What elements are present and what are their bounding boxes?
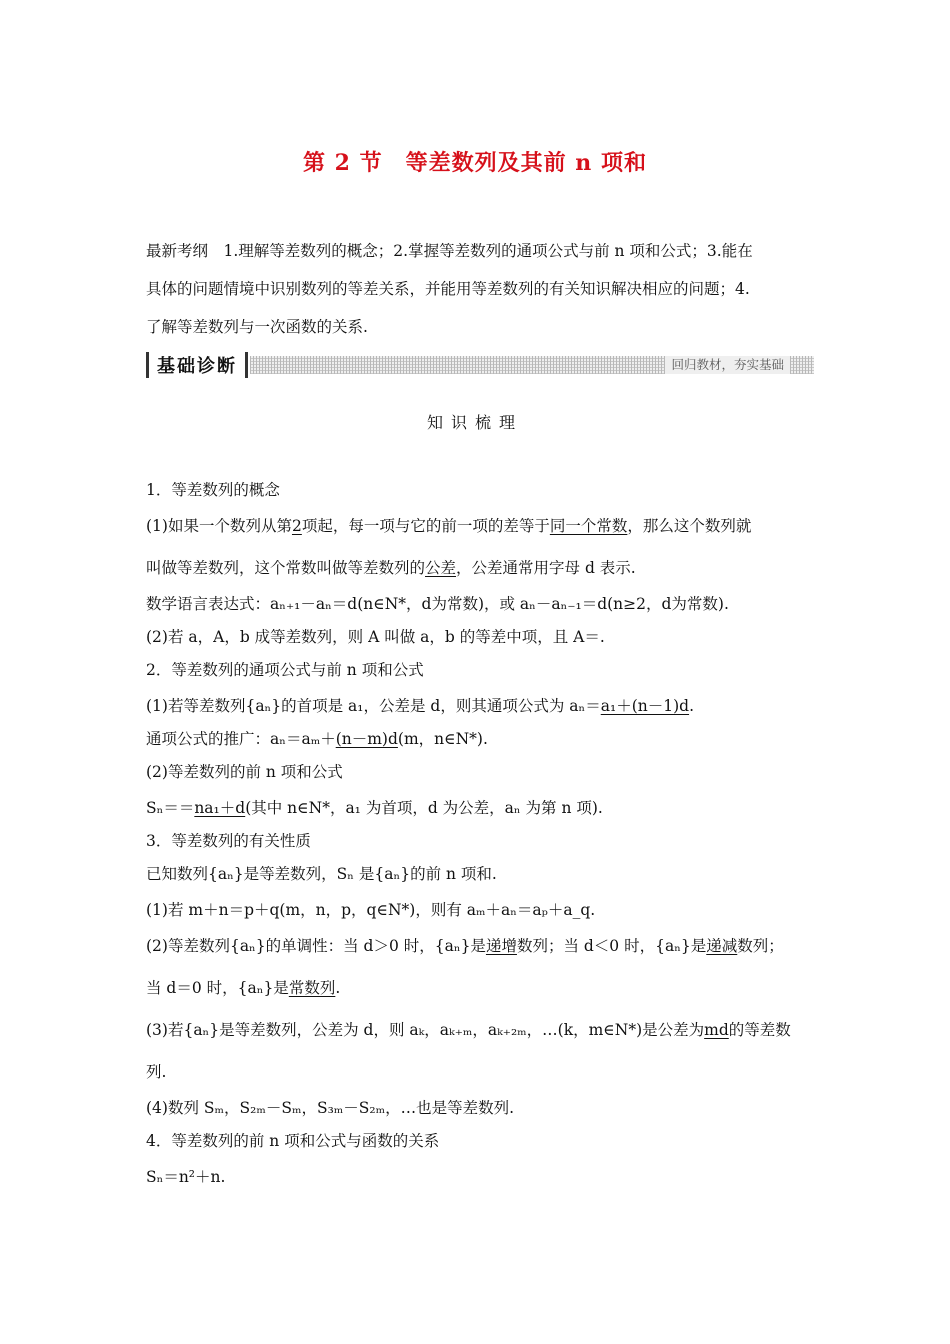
heading-4: 4．等差数列的前 n 项和公式与函数的关系	[146, 1132, 440, 1150]
answer-blank: na₁＋d	[194, 799, 246, 817]
paragraph-6	[146, 725, 814, 753]
text: .	[335, 979, 341, 997]
paragraph-16: Sₙ＝n²＋n.	[146, 1168, 226, 1186]
paragraph-15: (4)数列 Sₘ，S₂ₘ－Sₘ，S₃ₘ－S₂ₘ，…也是等差数列.	[146, 1099, 515, 1117]
paragraph-5	[146, 692, 814, 720]
text: (3)若{aₙ}是等差数列，公差为 d，则 aₖ，aₖ₊ₘ，aₖ₊₂ₘ，…(k，m∈N*)是公差为	[146, 1021, 705, 1039]
text: .	[689, 697, 694, 715]
text: (m，n∈N*).	[397, 730, 488, 748]
text: Sₙ＝＝	[146, 799, 195, 817]
text: (1)如果一个数列从第	[146, 517, 292, 535]
paragraph-8	[146, 794, 814, 822]
syllabus-block	[146, 232, 814, 346]
answer-blank: 递减	[706, 937, 738, 955]
answer-blank: 同一个常数	[549, 517, 628, 535]
page-title: 第 2 节 等差数列及其前 n 项和	[303, 150, 647, 176]
heading-1: 1．等差数列的概念	[146, 481, 280, 499]
paragraph-7: (2)等差数列的前 n 项和公式	[146, 763, 343, 781]
text: 当 d＝0 时，{aₙ}是	[146, 979, 289, 997]
paragraph-4: (2)若 a，A，b 成等差数列，则 A 叫做 a，b 的等差中项，且 A＝.	[146, 628, 605, 646]
content-body	[146, 476, 814, 1191]
text: (其中 n∈N*，a₁ 为首项，d 为公差，aₙ 为第 n 项).	[245, 799, 603, 817]
paragraph-1	[146, 512, 814, 540]
answer-blank: (n－m)d	[335, 730, 398, 748]
text: ，那么这个数列就	[627, 517, 752, 535]
section-heading: 知识梳理	[426, 413, 523, 432]
text: 数列；当 d＜0 时，{aₙ}是	[516, 937, 707, 955]
paragraph-9: 已知数列{aₙ}是等差数列，Sₙ 是{aₙ}的前 n 项和.	[146, 865, 497, 883]
text: (1)若等差数列{aₙ}的首项是 a₁，公差是 d，则其通项公式为 aₙ＝	[146, 697, 601, 715]
paragraph-3: 数学语言表达式：aₙ₊₁－aₙ＝d(n∈N*，d为常数)，或 aₙ－aₙ₋₁＝d(n≥2，d为常数).	[146, 595, 729, 613]
section-banner	[146, 352, 814, 378]
answer-blank: md	[704, 1021, 729, 1039]
text: 叫做等差数列，这个常数叫做等差数列的	[146, 559, 426, 577]
answer-blank: a₁＋(n－1)d	[600, 697, 690, 715]
paragraph-10: (1)若 m＋n＝p＋q(m，n，p，q∈N*)，则有 aₘ＋aₙ＝aₚ＋a_q.	[146, 901, 596, 919]
text: ，公差通常用字母 d 表示.	[456, 559, 636, 577]
syllabus-line-1: 最新考纲 1.理解等差数列的概念；2.掌握等差数列的通项公式与前 n 项和公式；3.能在	[146, 242, 753, 260]
text: 的等差数	[728, 1021, 791, 1039]
paragraph-2	[146, 554, 814, 582]
banner-label: 基础诊断	[146, 352, 248, 378]
syllabus-line-2: 具体的问题情境中识别数列的等差关系，并能用等差数列的有关知识解决相应的问题；4.	[146, 280, 750, 298]
paragraph-12	[146, 974, 814, 1002]
answer-blank: 常数列	[288, 979, 336, 997]
text: 数列；	[737, 937, 784, 955]
text: 通项公式的推广：aₙ＝aₘ＋	[146, 730, 336, 748]
text: 项起，每一项与它的前一项的差等于	[301, 517, 550, 535]
answer-blank: 2	[291, 517, 302, 535]
banner-tagline: 回归教材，夯实基础	[665, 356, 790, 374]
paragraph-11	[146, 932, 814, 960]
paragraph-13	[146, 1016, 814, 1044]
text: (2)等差数列{aₙ}的单调性：当 d＞0 时，{aₙ}是	[146, 937, 486, 955]
answer-blank: 递增	[485, 937, 517, 955]
paragraph-14: 列.	[146, 1063, 167, 1081]
answer-blank: 公差	[425, 559, 457, 577]
heading-3: 3．等差数列的有关性质	[146, 832, 311, 850]
heading-2: 2．等差数列的通项公式与前 n 项和公式	[146, 661, 424, 679]
syllabus-line-3: 了解等差数列与一次函数的关系.	[146, 318, 368, 336]
